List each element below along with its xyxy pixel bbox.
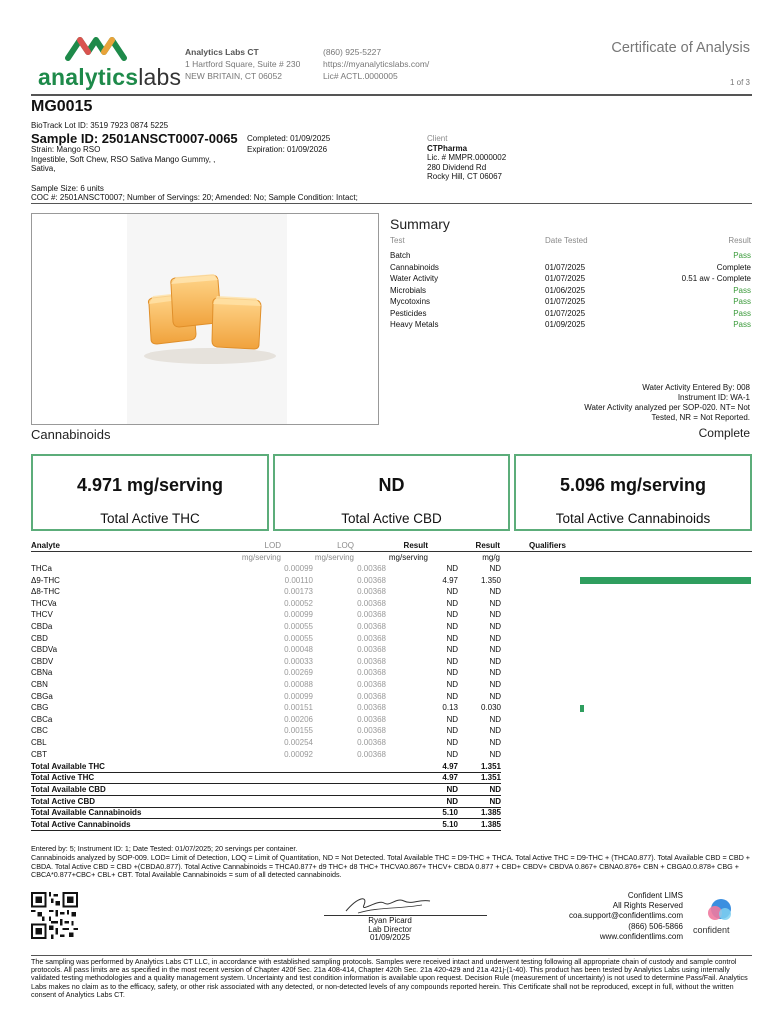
result-serving: 0.13 [442,703,458,713]
loq-value: 0.00368 [357,714,386,724]
total-name: Total Available THC [31,761,105,771]
client-license: Lic. # MMPR.0000002 [427,153,507,162]
result-mgg: ND [489,680,501,689]
total-name: Total Available CBD [31,784,106,794]
sample-size: Sample Size: 6 units [31,184,104,193]
lod-value: 0.00099 [284,610,313,620]
table-row [31,621,752,633]
summary-date: 01/06/2025 [545,285,586,295]
loq-value: 0.00368 [357,564,386,573]
result-serving: ND [446,691,458,701]
lab-license: Lic# ACTL.0000005 [323,71,398,81]
analysis-notes [31,845,752,880]
sample-strain-info [31,145,215,174]
strain: Strain: Mango RSO [31,145,101,154]
table-row [31,737,752,749]
total-label: Total Active THC [100,511,200,526]
lod-value: 0.00269 [284,668,313,678]
totals-row [31,819,752,831]
table-row [31,609,752,621]
signature-image [338,893,438,917]
table-row [31,679,752,691]
total-mgg: ND [489,784,501,794]
unit-lod: mg/serving [241,553,281,562]
summary-row [390,320,751,332]
signature-date: 01/09/2025 [369,933,411,942]
lod-value: 0.00206 [284,714,313,724]
summary-test: Water Activity [390,274,439,283]
loq-value: 0.00368 [357,645,386,655]
summary-result: Complete [716,262,751,272]
confident-logo-text: confident [693,925,730,935]
result-mgg: ND [489,726,501,736]
table-row [31,691,752,703]
table-row [31,702,752,714]
lab-info [185,46,300,82]
lod-value: 0.00048 [284,645,313,655]
total-serving: 5.10 [442,808,458,818]
summary-row [390,251,751,263]
summary-date: 01/07/2025 [545,297,586,306]
total-label: Total Active Cannabinoids [555,511,711,526]
lab-address-1: 1 Hartford Square, Suite # 230 [185,59,301,69]
lab-address-2: NEW BRITAIN, CT 06052 [185,71,282,81]
footer-divider [31,955,752,956]
loq-value: 0.00368 [357,703,386,713]
total-serving: ND [446,796,458,806]
lab-contact [323,46,429,82]
table-row [31,586,752,598]
col-header-lod: LOD [264,541,281,550]
total-serving: ND [446,784,458,794]
result-serving: ND [446,564,458,573]
signatory-info [324,917,456,943]
result-serving: ND [446,738,458,747]
water-activity-info [584,383,750,423]
table-row [31,667,752,679]
document-title: Certificate of Analysis [611,40,750,56]
total-name: Total Active CBD [31,796,96,806]
signatory-name: Ryan Picard [368,916,412,925]
totals-row [31,784,752,796]
result-bar [580,577,751,584]
analyte-name: CBC [31,726,48,736]
summary-date: 01/09/2025 [545,320,586,329]
analyte-name: CBNa [31,668,53,678]
analyte-name: CBGa [31,691,53,701]
cannabinoids-status: Complete [698,426,750,440]
total-mgg: 1.385 [480,808,501,818]
page-number: 1 of 3 [729,78,750,87]
cannabinoids-title: Cannabinoids [31,427,111,442]
analyte-name: CBN [31,680,48,689]
table-row [31,725,752,737]
loq-value: 0.00368 [357,598,386,608]
table-row [31,656,752,668]
lod-value: 0.00173 [284,587,313,597]
analyte-name: CBDa [31,622,53,631]
result-serving: ND [446,680,458,689]
result-serving: ND [446,714,458,724]
wa-instrument: Instrument ID: WA-1 [677,393,750,402]
col-header-result-serving: Result [403,541,428,550]
result-mgg: ND [489,656,501,666]
signatory-title: Lab Director [368,924,412,934]
client-info [427,134,506,182]
summary-test: Cannabinoids [390,262,439,272]
lab-name: Analytics Labs CT [185,47,259,57]
lims-rights: All Rights Reserved [612,901,683,911]
summary-title: Summary [390,216,450,232]
summary-header-date: Date Tested [545,236,588,245]
matrix-line-1: Ingestible, Soft Chew, RSO Sativa Mango Gummy, , [31,154,216,164]
total-mgg: 1.385 [480,819,501,829]
completed-date: Completed: 01/09/2025 [247,134,331,143]
totals-row [31,796,752,808]
totals-row [31,807,752,819]
analyte-name: THCVa [31,598,57,608]
expiration-date: Expiration: 01/09/2026 [247,144,328,154]
biotrack-lot-id: BioTrack Lot ID: 3519 7923 0874 5225 [31,121,169,130]
total-value: 4.971 mg/serving [76,475,224,495]
summary-date: 01/07/2025 [545,308,586,318]
total-name: Total Available Cannabinoids [31,808,142,818]
coc-info: COC #: 2501ANSCT0007; Number of Servings: 20; Amended: No; Sample Condition: Intact; [31,193,358,202]
result-mgg: ND [489,610,501,620]
result-mgg: ND [489,564,501,573]
client-label: Client [427,134,448,143]
unit-result-mgg: mg/g [482,553,500,562]
client-address-2: Rocky Hill, CT 06067 [427,172,502,181]
loq-value: 0.00368 [357,587,386,597]
lod-value: 0.00099 [284,691,313,701]
lod-value: 0.00033 [284,656,313,666]
analyte-name: CBCa [31,714,53,724]
loq-value: 0.00368 [357,668,386,678]
result-mgg: ND [489,738,501,747]
table-row [31,749,752,761]
lod-value: 0.00088 [284,680,313,689]
total-active-cbd-box [273,454,510,531]
result-mgg: ND [489,587,501,597]
summary-date: 01/07/2025 [545,262,586,272]
loq-value: 0.00368 [357,726,386,736]
analyte-name: THCa [31,564,52,573]
loq-value: 0.00368 [357,738,386,747]
loq-value: 0.00368 [357,622,386,631]
gummy-product-image [135,270,280,370]
total-name: Total Active Cannabinoids [31,819,131,829]
result-serving: ND [446,645,458,655]
result-serving: ND [446,668,458,678]
result-serving: 4.97 [442,575,458,585]
lod-value: 0.00254 [284,738,313,747]
result-mgg: ND [489,633,501,643]
result-serving: ND [446,633,458,643]
total-serving: 4.97 [442,761,458,771]
notes-line-1: Entered by: 5; Instrument ID: 1; Date Tested: 01/07/2025; 20 servings per container. [31,844,298,853]
summary-test: Heavy Metals [390,320,439,329]
loq-value: 0.00368 [357,575,386,585]
result-mgg: ND [489,691,501,701]
unit-loq: mg/serving [314,553,354,562]
table-header-divider [31,551,752,552]
summary-result: 0.51 aw - Complete [681,274,751,283]
summary-result: Pass [733,285,751,295]
summary-test: Mycotoxins [390,297,431,306]
notes-line-2: Cannabinoids analyzed by SOP-009. LOD= Limit of Detection, LOQ = Limit of Quantitation, ND = Not Detected. Total Available THC = D9-THC + THCA. Total Active THC = D9-THC + (THCA0.877). Total Available CBD = CBD + CBDA. Total Active CBD = CBD +(CBDA0.877). Total Active Cannabinoids = THCA0.877+ d9 THC+ d8 THC+ THCVA0.867+ THCV+ CBDA 0.877 + CBD+ CBDV+ CBDVA 0.867+ CBNA0.876+ CBN + CBGA0.0.878+ CBG + CBCA*0.877+CBC+ CBL+ CBT. Total Available Cannabinoids = sum of all detected cannabinoids. [31,852,751,880]
summary-header-test: Test [390,236,405,245]
result-mgg: ND [489,645,501,655]
qr-code[interactable] [31,892,78,939]
summary-result: Pass [733,297,751,306]
analyte-name: CBDV [31,656,54,666]
totals-row [31,772,752,784]
total-mgg: ND [489,796,501,806]
analyte-name: Δ9-THC [31,575,60,585]
matrix-line-2: Sativa, [31,164,56,173]
total-serving: 4.97 [442,773,458,783]
result-mgg: ND [489,598,501,608]
result-bar [580,705,584,712]
lod-value: 0.00052 [284,598,313,608]
disclaimer-text: The sampling was performed by Analytics Labs CT LLC, in accordance with established sampling protocols. Samples were received intact and underwent testing following all appropriate chain of custody and sample control protocols. All pass limits are as specified in the most recent version of Chapter 420f Sec. 21a 408-414, Chapter 420h Sec. 21a 420-429 and 21a 421j-(1-40). This product has been tested by Analytics Labs using internally validated testing methodologies and a quality management system. Uncertainty and test condition information is available upon request. Decision Rule (measurement of uncertainty) is not used to determine Pass/Fail. Analytics Labs makes no claim as to the efficacy, safety, or other risk associated with any detected, or non-detected levels of any compounds reported herein. This Certificate shall not be reproduced, except in full, without the written consent of Analytics Labs CT. [31,957,748,999]
wa-entered-by: Water Activity Entered By: 008 [642,383,750,392]
result-mgg: ND [489,714,501,724]
sample-name: MG0015 [31,98,93,115]
lims-website-link[interactable]: www.confidentlims.com [599,931,683,941]
table-row [31,598,752,610]
col-header-analyte: Analyte [31,541,60,550]
result-serving: ND [446,598,458,608]
analyte-name: Δ8-THC [31,587,60,597]
total-active-thc-box [31,454,269,531]
analytics-labs-logo-text: analyticslabs [38,64,182,90]
lod-value: 0.00155 [284,726,313,736]
col-header-qualifiers: Qualifiers [529,541,566,550]
loq-value: 0.00368 [357,691,386,701]
total-active-cannabinoids-box [514,454,752,531]
loq-value: 0.00368 [357,610,386,620]
lims-name: Confident LIMS [627,891,683,900]
summary-date: 01/07/2025 [545,274,586,283]
wa-nt-note: Tested, NR = Not Reported. [651,413,750,422]
table-row [31,644,752,656]
lab-website-link[interactable]: https://myanalyticslabs.com/ [323,59,430,69]
summary-result: Pass [733,251,751,260]
result-mgg: 1.350 [480,575,501,585]
sample-id: Sample ID: 2501ANSCT0007-0065 [31,131,238,146]
lims-email-link[interactable]: coa.support@confidentlims.com [569,911,683,921]
loq-value: 0.00368 [357,680,386,689]
result-serving: ND [446,726,458,736]
result-serving: ND [446,749,458,759]
col-header-loq: LOQ [337,541,354,550]
analyte-name: CBD [31,633,48,643]
summary-test: Pesticides [390,308,427,318]
lims-info [569,891,683,942]
lod-value: 0.00055 [284,622,313,631]
result-serving: ND [446,656,458,666]
lod-value: 0.00099 [284,564,313,573]
sample-dates [247,134,330,155]
table-row [31,633,752,645]
sample-size-info [31,184,358,202]
client-address-1: 280 Dividend Rd [427,162,487,172]
summary-test: Batch [390,251,411,260]
lab-phone: (860) 925-5227 [323,47,382,57]
summary-row [390,286,751,298]
total-serving: 5.10 [442,819,458,829]
result-mgg: ND [489,668,501,678]
summary-test: Microbials [390,285,427,295]
summary-row [390,309,751,321]
total-label: Total Active CBD [341,511,442,526]
unit-result-serving: mg/serving [388,553,428,562]
wa-sop: Water Activity analyzed per SOP-020. NT= Not [584,403,750,412]
loq-value: 0.00368 [357,656,386,666]
col-header-result-mgg: Result [475,541,500,550]
table-row [31,714,752,726]
analyte-name: CBDVa [31,645,58,655]
section-divider [31,203,752,204]
totals-row [31,761,752,773]
lod-value: 0.00092 [284,749,313,759]
loq-value: 0.00368 [357,749,386,759]
result-serving: ND [446,610,458,620]
total-name: Total Active THC [31,773,95,783]
table-row [31,563,752,575]
lims-phone: (866) 506-5866 [628,921,683,931]
client-name: CTPharma [427,143,468,153]
lod-value: 0.00055 [284,633,313,643]
analyte-name: CBG [31,703,49,713]
summary-row [390,274,751,286]
total-mgg: 1.351 [480,773,501,783]
lod-value: 0.00110 [284,575,313,585]
result-mgg: ND [489,749,501,759]
analyte-name: CBL [31,738,47,747]
lod-value: 0.00151 [284,703,313,713]
confident-logo-icon [695,897,743,925]
analyte-name: CBT [31,749,47,759]
summary-row [390,263,751,275]
summary-result: Pass [733,308,751,318]
result-serving: ND [446,622,458,631]
header-divider [31,94,752,96]
summary-header-result: Result [728,236,751,245]
result-serving: ND [446,587,458,597]
loq-value: 0.00368 [357,633,386,643]
summary-result: Pass [733,320,751,329]
summary-row [390,297,751,309]
total-mgg: 1.351 [480,761,501,771]
result-mgg: ND [489,622,501,631]
row-divider [31,830,501,831]
analyte-name: THCV [31,610,53,620]
total-value: 5.096 mg/serving [559,475,707,495]
total-value: ND [378,475,405,495]
result-mgg: 0.030 [480,703,501,713]
